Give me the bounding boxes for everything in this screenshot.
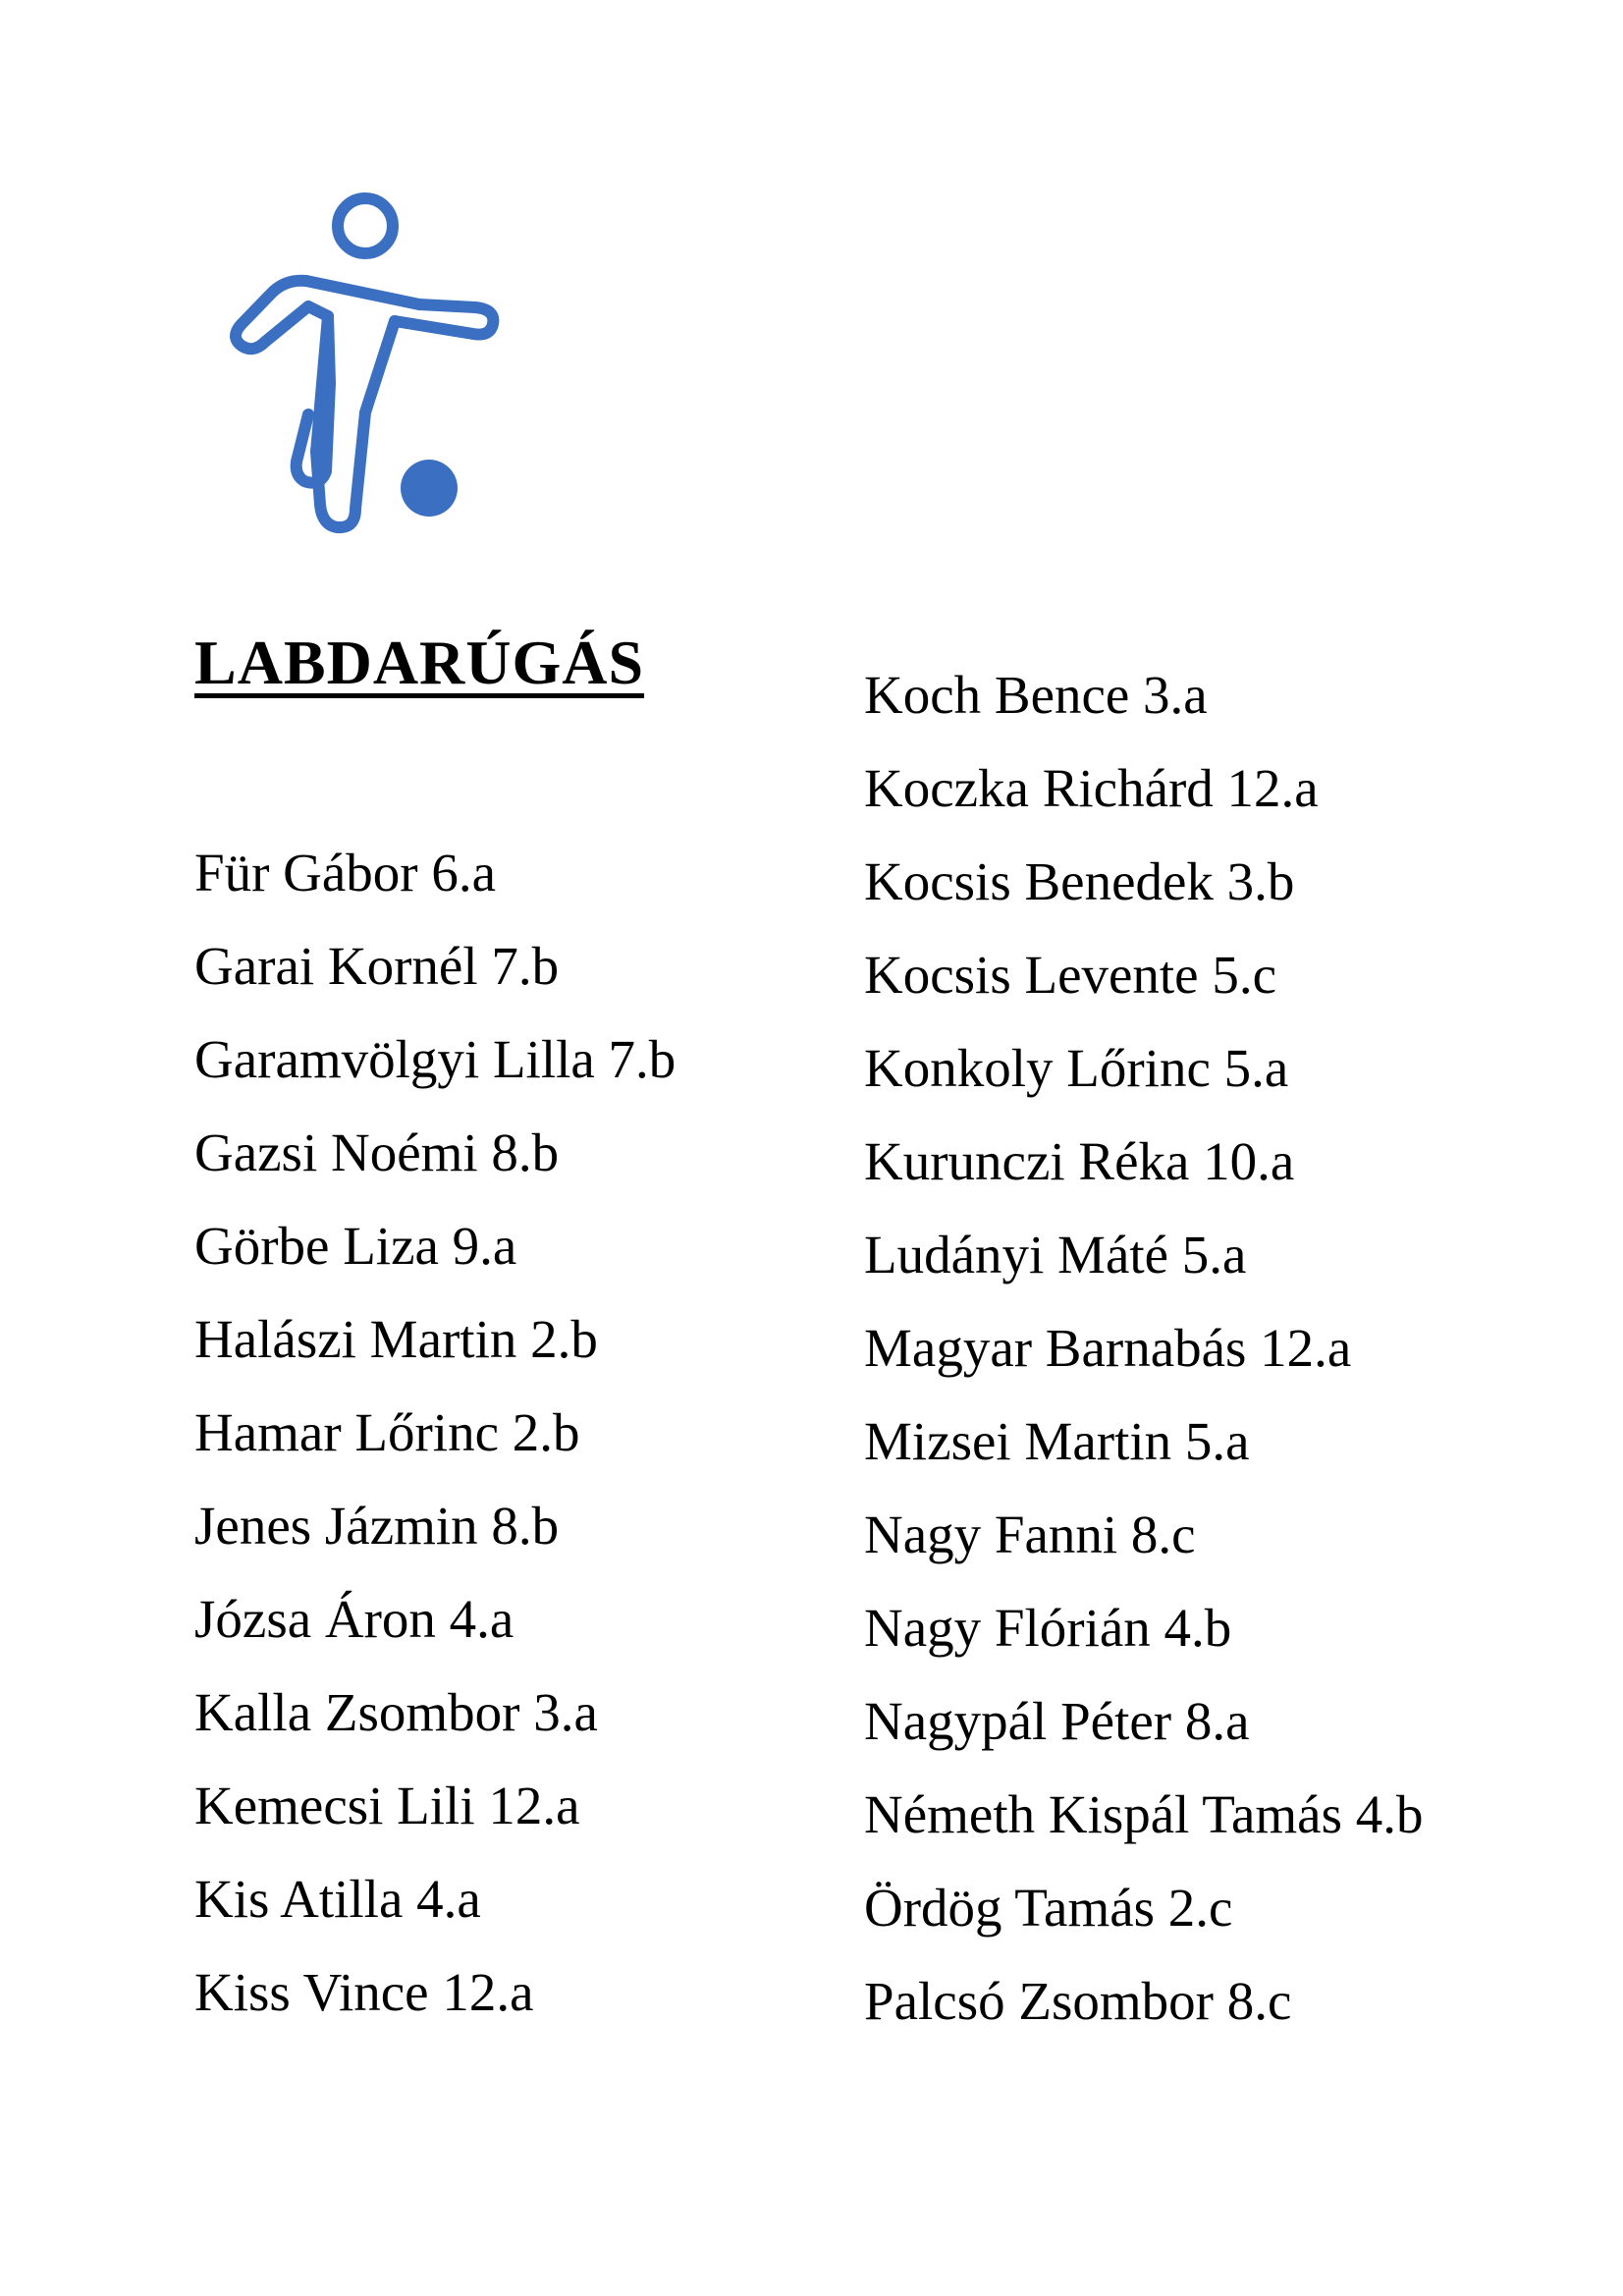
- list-item: Kocsis Levente 5.c: [864, 945, 1276, 1005]
- list-item: Jenes Jázmin 8.b: [194, 1496, 560, 1556]
- list-item: Görbe Liza 9.a: [194, 1216, 517, 1276]
- list-item: Kocsis Benedek 3.b: [864, 851, 1295, 911]
- list-item: Ludányi Máté 5.a: [864, 1225, 1247, 1285]
- list-item: Kis Atilla 4.a: [194, 1869, 481, 1929]
- name-list-left: [194, 826, 676, 2039]
- list-item: Nagy Flórián 4.b: [864, 1598, 1232, 1658]
- list-item: Nagypál Péter 8.a: [864, 1691, 1250, 1751]
- list-item: Garai Kornél 7.b: [194, 936, 560, 996]
- list-item: Ördög Tamás 2.c: [864, 1878, 1233, 1938]
- list-item: Garamvölgyi Lilla 7.b: [194, 1029, 676, 1089]
- list-item: Koczka Richárd 12.a: [864, 758, 1319, 818]
- list-item: Kiss Vince 12.a: [194, 1962, 534, 2022]
- list-item: Kemecsi Lili 12.a: [194, 1776, 580, 1835]
- list-item: Kurunczi Réka 10.a: [864, 1131, 1295, 1191]
- list-item: Palcsó Zsombor 8.c: [864, 1971, 1292, 2031]
- list-item: Halászi Martin 2.b: [194, 1309, 598, 1369]
- list-item: Für Gábor 6.a: [194, 843, 497, 902]
- list-item: Józsa Áron 4.a: [194, 1589, 514, 1649]
- list-item: Mizsei Martin 5.a: [864, 1411, 1250, 1471]
- list-item: Konkoly Lőrinc 5.a: [864, 1038, 1289, 1098]
- list-item: Hamar Lőrinc 2.b: [194, 1402, 580, 1462]
- list-item: Kalla Zsombor 3.a: [194, 1682, 598, 1742]
- list-item: Magyar Barnabás 12.a: [864, 1318, 1352, 1378]
- list-item: Koch Bence 3.a: [864, 665, 1208, 725]
- page-title: LABDARÚGÁS: [194, 628, 645, 697]
- soccer-player-icon: [218, 187, 513, 540]
- list-item: Gazsi Noémi 8.b: [194, 1122, 560, 1182]
- list-item: Németh Kispál Tamás 4.b: [864, 1784, 1424, 1844]
- name-list-right: [864, 648, 1423, 2048]
- list-item: Nagy Fanni 8.c: [864, 1504, 1196, 1564]
